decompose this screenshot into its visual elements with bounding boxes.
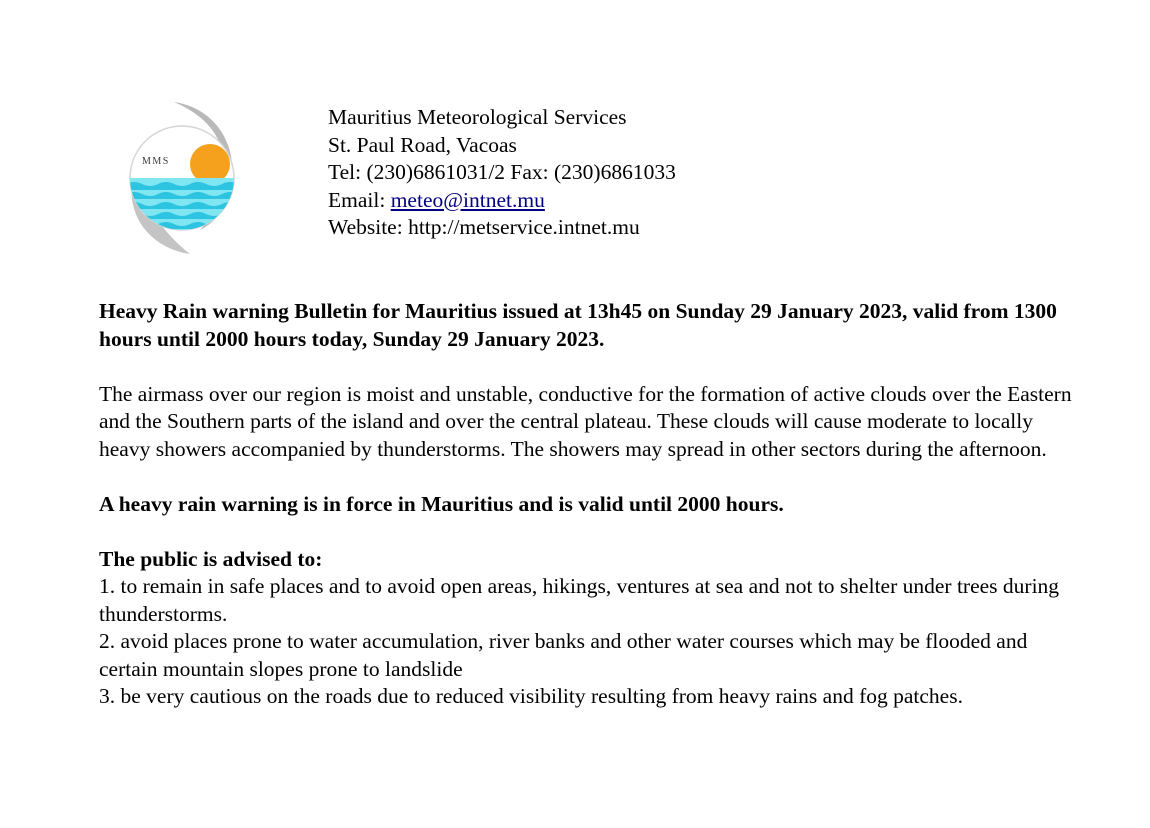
advice-item-3: 3. be very cautious on the roads due to reduced visibility resulting from heavy rains and fog patches. xyxy=(99,684,963,708)
advice-item-1: 1. to remain in safe places and to avoid open areas, hikings, ventures at sea and not to shelter under trees during thunderstorms. xyxy=(99,574,1060,626)
postal-address: St. Paul Road, Vacoas xyxy=(328,132,517,157)
organization-name: Mauritius Meteorological Services xyxy=(328,105,627,129)
bulletin-description: The airmass over our region is moist and unstable, conductive for the formation of active clouds over the Eastern and the Southern parts of the island and over the central plateau. These clouds will cause moderate to locally heavy showers accompanied by thunderstorms. The showers may spread in other sectors during the afternoon. xyxy=(99,381,1072,461)
mms-logo-graphic xyxy=(126,98,242,258)
advice-item-2: 2. avoid places prone to water accumulation, river banks and other water courses which may be flooded and certain mountain slopes prone to landslide xyxy=(99,629,1028,681)
tel-fax: Tel: (230)6861031/2 Fax: (230)6861033 xyxy=(328,160,676,184)
address-block xyxy=(328,104,676,242)
email-label: Email: xyxy=(328,187,391,212)
logo-text: MMS xyxy=(142,156,170,167)
bulletin-content xyxy=(99,298,1074,711)
mms-logo xyxy=(126,98,242,258)
email-link[interactable]: meteo@intnet.mu xyxy=(390,187,545,212)
website-line: Website: http://metservice.intnet.mu xyxy=(328,215,640,239)
advice-heading: The public is advised to: xyxy=(99,546,323,571)
email-line xyxy=(328,187,676,215)
bulletin-title: Heavy Rain warning Bulletin for Mauritius issued at 13h45 on Sunday 29 January 2023, valid from 1300 hours until 2000 hours today, Sunday 29 January 2023. xyxy=(99,299,1057,351)
warning-statement: A heavy rain warning is in force in Mauritius and is valid until 2000 hours. xyxy=(99,491,784,516)
